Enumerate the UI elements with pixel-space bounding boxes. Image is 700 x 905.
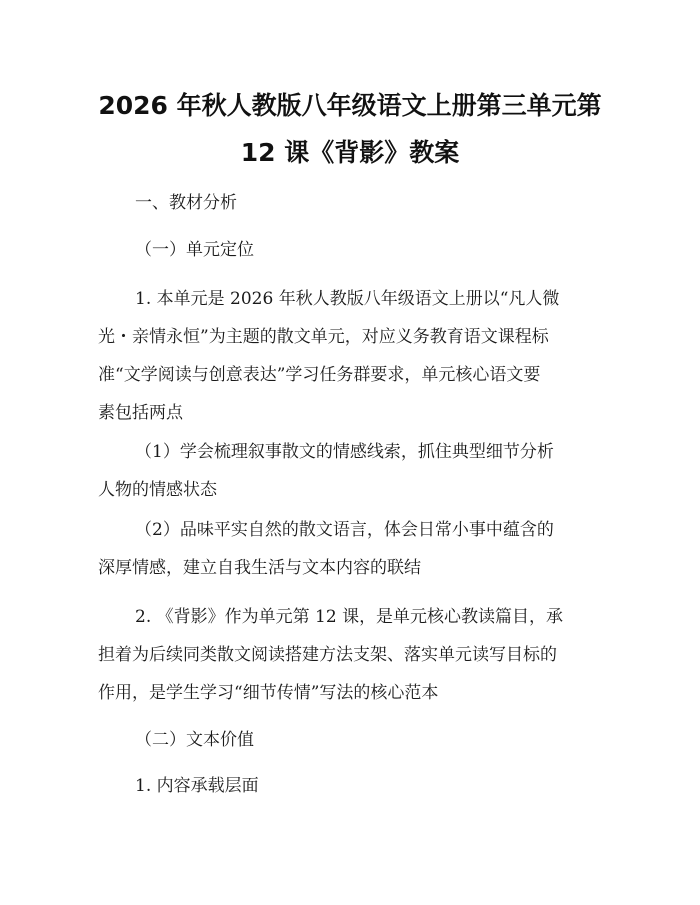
paragraph-3-line-2: 深厚情感，建立自我生活与文本内容的联结 <box>98 558 421 578</box>
document-title-line-2: 12 课《背影》教案 <box>240 138 460 167</box>
paragraph-4-line-1: 2. 《背影》作为单元第 12 课，是单元核心教读篇目，承 <box>135 607 564 627</box>
paragraph-1-line-4: 素包括两点 <box>98 403 183 423</box>
paragraph-2-line-2: 人物的情感状态 <box>98 480 217 500</box>
paragraph-1-line-1: 1. 本单元是 2026 年秋人教版八年级语文上册以“凡人微 <box>135 289 560 309</box>
item-heading-content-level: 1. 内容承载层面 <box>135 776 259 796</box>
paragraph-1-line-3: 准“文学阅读与创意表达”学习任务群要求，单元核心语文要 <box>98 365 541 385</box>
paragraph-4-line-2: 担着为后续同类散文阅读搭建方法支架、落实单元读写目标的 <box>98 645 557 665</box>
subsection-heading-unit-position: （一）单元定位 <box>135 240 254 260</box>
subsection-heading-text-value: （二）文本价值 <box>135 730 254 750</box>
paragraph-1-line-2: 光・亲情永恒”为主题的散文单元，对应义务教育语文课程标 <box>98 327 549 347</box>
document-title-line-1: 2026 年秋人教版八年级语文上册第三单元第 <box>98 91 602 120</box>
section-heading-textbook-analysis: 一、教材分析 <box>135 193 237 213</box>
paragraph-4-line-3: 作用，是学生学习“细节传情”写法的核心范本 <box>98 683 439 703</box>
paragraph-3-line-1: （2）品味平实自然的散文语言，体会日常小事中蕴含的 <box>135 520 554 540</box>
paragraph-2-line-1: （1）学会梳理叙事散文的情感线索，抓住典型细节分析 <box>135 442 554 462</box>
